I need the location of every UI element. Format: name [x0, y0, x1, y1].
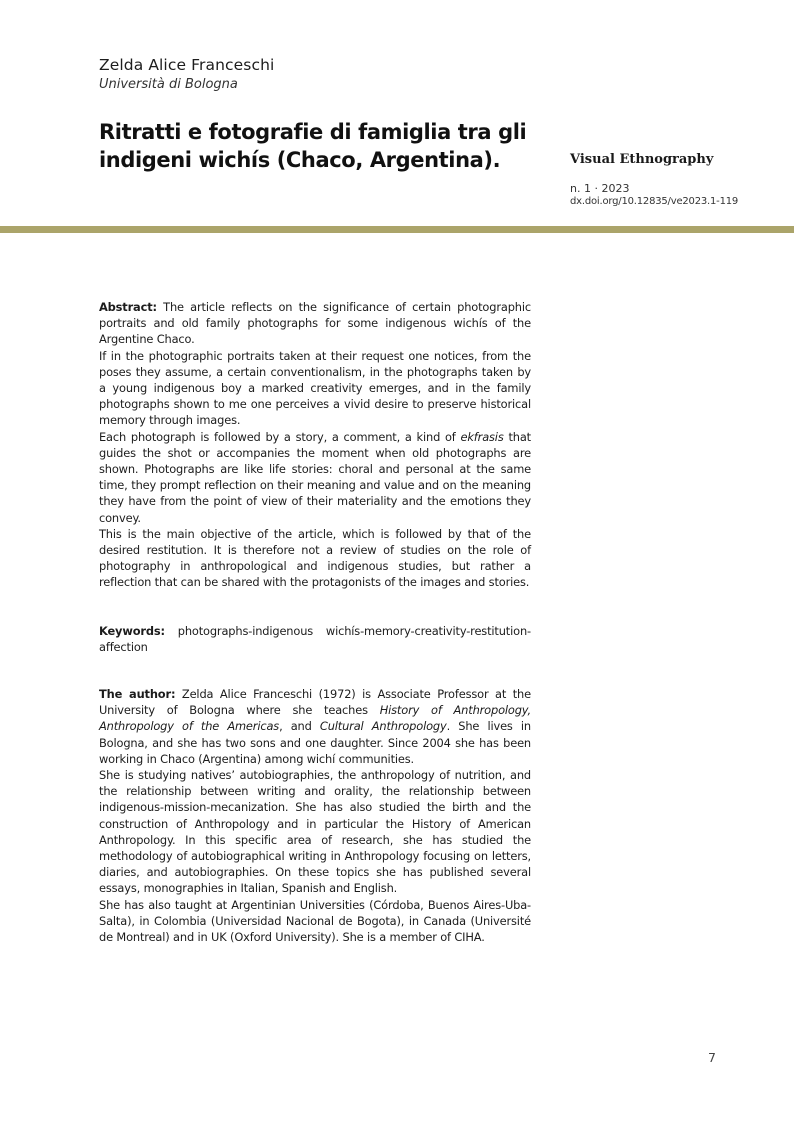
bio-text-1b: . She lives in Bologna, and she has two sons and one daughter. Since 2004 she has been working in Chaco (Argentina) among wichí communities.: [99, 719, 531, 766]
abstract-paragraph-1: [99, 299, 531, 348]
abstract-text-3b: that guides the shot or accompanies the moment when old photographs are shown. Photographs are like life stories: choral and personal at the same time, they prompt reflection on their meaning and value and on the meaning they have from the point of view of their materiality and the emotions they convey.: [99, 429, 531, 525]
header-divider: [0, 226, 794, 233]
bio-text-1-mid: , and: [279, 719, 312, 734]
author-name: Zelda Alice Franceschi: [99, 56, 275, 74]
abstract-text-3a: Each photograph is followed by a story, a comment, a kind of: [99, 429, 456, 444]
doi-link[interactable]: dx.doi.org/10.12835/ve2023.1-119: [570, 196, 739, 207]
keywords-text: photographs-indigenous wichís-memory-creativity-restitution-affection: [99, 624, 531, 655]
bio-label: The author:: [99, 687, 176, 701]
bio-paragraph-3: She has also taught at Argentinian Universities (Córdoba, Buenos Aires-Uba- Salta), in Colombia (Universidad Nacional de Bogota), in Canada (Université de Montreal) and in UK (Oxford University). She is a member of CIHA.: [99, 897, 531, 945]
author-bio-section: [99, 686, 531, 945]
bio-paragraph-1: [99, 686, 531, 767]
bio-courses-2: Cultural Anthropology: [319, 719, 447, 734]
author-affiliation: Università di Bologna: [99, 77, 238, 92]
abstract-paragraph-3: [99, 429, 531, 526]
bio-courses-1: History of Anthropology, Anthropology of the Americas: [99, 703, 531, 734]
bio-text-1a: Zelda Alice Franceschi (1972) is Associate Professor at the University of Bologna where she teaches: [99, 687, 531, 718]
issue-number: n. 1 · 2023: [570, 182, 630, 195]
abstract-label: Abstract:: [99, 300, 157, 314]
abstract-section: [99, 299, 531, 591]
abstract-paragraph-4: This is the main objective of the article, which is followed by that of the desired restitution. It is therefore not a review of studies on the role of photography in anthropological and indigenous studies, but rather a reflection that can be shared with the protagonists of the images and stories.: [99, 526, 531, 590]
keywords-paragraph: [99, 623, 531, 655]
keywords-label: Keywords:: [99, 624, 165, 638]
journal-name: Visual Ethnography: [570, 152, 714, 167]
article-title: Ritratti e fotografie di famiglia tra gli indigeni wichís (Chaco, Argentina).: [99, 120, 527, 172]
bio-paragraph-2: She is studying natives’ autobiographies, the anthropology of nutrition, and the relationship between writing and orality, the relationship between indigenous-mission-mecanization. She has also studied the birth and the construction of Anthropology and in particular the History of American Anthropology. In this specific area of research, she has studied the methodology of autobiographical writing in Anthropology focusing on letters, diaries, and autobiographies. On these topics she has published several essays, monographies in Italian, Spanish and English.: [99, 768, 531, 896]
abstract-term-ekfrasis: ekfrasis: [460, 429, 504, 444]
keywords-section: [99, 623, 531, 655]
abstract-paragraph-2: If in the photographic portraits taken at their request one notices, from the poses they assume, a certain conventionalism, in the photographs taken by a young indigenous boy a marked creativity emerges, and in the family photographs shown to me one perceives a vivid desire to preserve historical memory through images.: [99, 348, 531, 428]
abstract-text-1: The article reflects on the significance of certain photographic portraits and old family photographs for some indigenous wichís of the Argentine Chaco.: [99, 300, 531, 347]
page-number: 7: [708, 1050, 716, 1065]
